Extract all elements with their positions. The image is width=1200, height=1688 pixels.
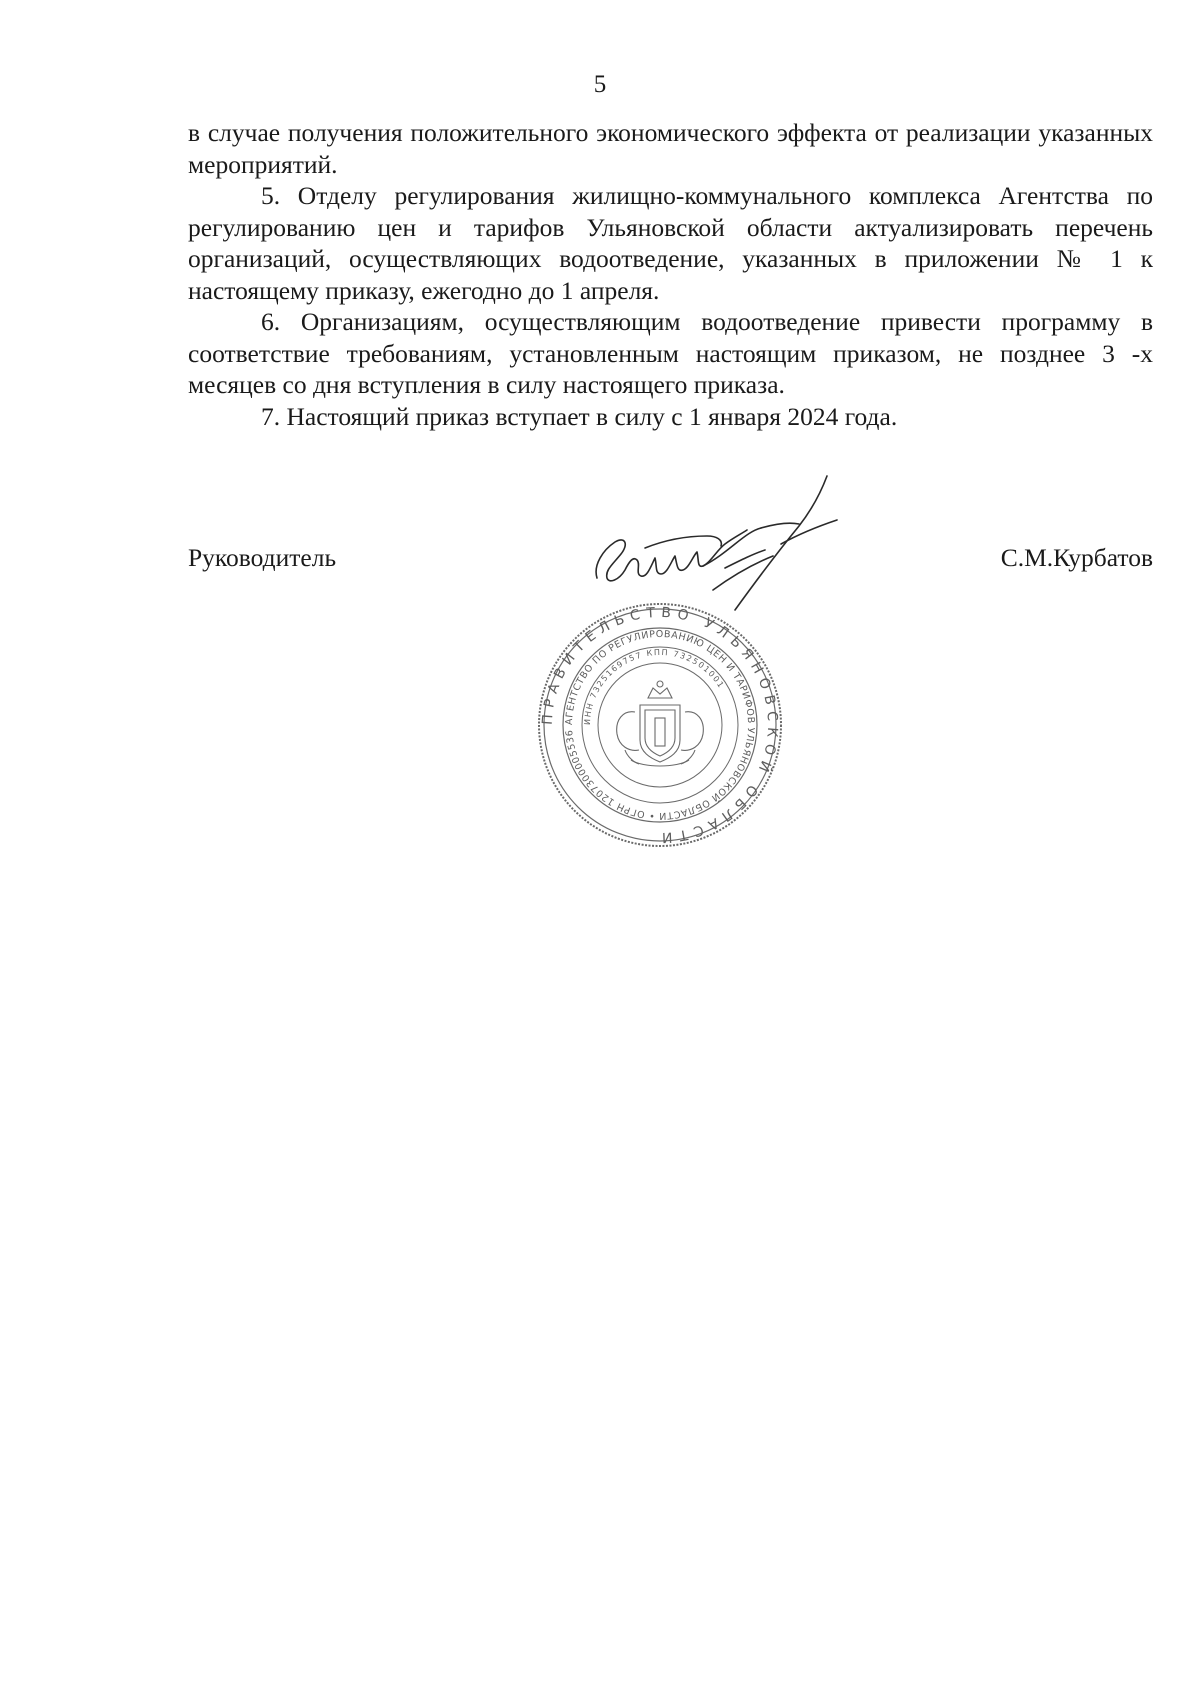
seal-middle-text: АГЕНТСТВО ПО РЕГУЛИРОВАНИЮ ЦЕН И ТАРИФОВ УЛЬЯНОВСКОЙ ОБЛАСТИ • ОГРН 1207300005536: [563, 628, 757, 822]
paragraph-item-5: 5. Отделу регулирования жилищно-коммунального комплекса Агентства по регулированию цен и тарифов Ульяновской области актуализировать перечень организаций, осуществляющих водоотведение, указанных в приложении № 1 к настоящему приказу, ежегодно до 1 апреля.: [188, 181, 1153, 305]
coat-of-arms-icon: [617, 681, 704, 766]
signatory-role: Руководитель: [188, 543, 337, 572]
svg-text:ПРАВИТЕЛЬСТВО УЛЬЯНОВСКОЙ ОБЛА: [540, 605, 781, 845]
page-number: 5: [593, 71, 607, 98]
svg-text:АГЕНТСТВО ПО РЕГУЛИРОВАНИЮ ЦЕН: [564, 629, 756, 821]
signatory-name: С.М.Курбатов: [1000, 543, 1153, 572]
official-seal: [535, 600, 785, 850]
paragraph-item-7: 7. Настоящий приказ вступает в силу с 1 января 2024 года.: [261, 401, 898, 431]
handwritten-signature: [585, 470, 865, 620]
paragraph-item-6: 6. Организациям, осуществляющим водоотведение привести программу в соответствие требованиям, установленным настоящим приказом, не позднее 3 -х месяцев со дня вступления в силу настоящего приказа.: [188, 307, 1153, 399]
seal-outer-text: ПРАВИТЕЛЬСТВО УЛЬЯНОВСКОЙ ОБЛАСТИ: [539, 604, 781, 846]
document-body: [188, 117, 1153, 432]
seal-inner-text: ИНН 7325169757 КПП 732501001: [582, 647, 727, 726]
paragraph-continuation: в случае получения положительного экономического эффекта от реализации указанных мероприятий.: [188, 118, 1153, 179]
